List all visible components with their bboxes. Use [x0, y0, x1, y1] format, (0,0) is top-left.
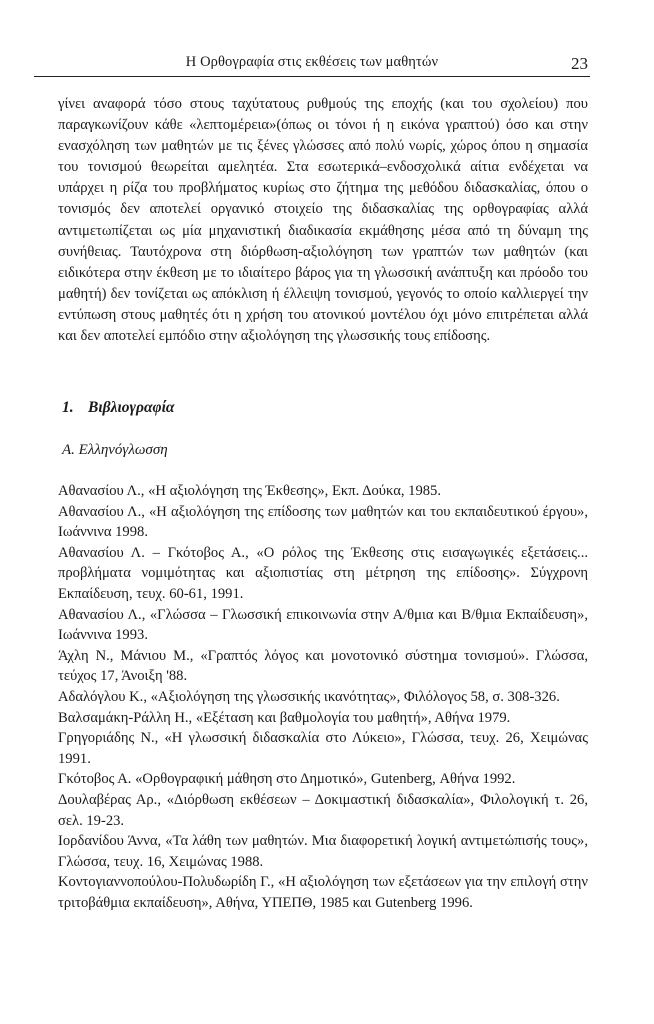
section-title: Βιβλιογραφία	[88, 399, 175, 416]
bibliography-entry: Ιορδανίδου Άννα, «Τα λάθη των μαθητών. Μια διαφορετική λογική αντιμετώπισής τους», Γλώσσα, τευχ. 16, Χειμώνας 1988.	[58, 833, 588, 870]
page-number: 23	[571, 54, 588, 73]
bibliography-entry: Κοντογιαννοπούλου-Πολυδωρίδη Γ., «Η αξιολόγηση των εξετάσεων για την επιλογή στην τριτοβάθμια εκπαίδευση», Αθήνα, ΥΠΕΠΘ, 1985 και Gutenberg 1996.	[58, 874, 588, 911]
running-header-title: Η Ορθογραφία στις εκθέσεις των μαθητών	[185, 54, 439, 70]
section-heading	[62, 399, 174, 417]
running-header	[34, 48, 590, 77]
bibliography-entry: Αθανασίου Λ., «Η αξιολόγηση της Έκθεσης», Εκπ. Δούκα, 1985.	[58, 483, 441, 499]
bibliography-entry: Αθανασίου Λ., «Γλώσσα – Γλωσσική επικοινωνία στην Α/θμια και Β/θμια Εκπαίδευση», Ιωάννινα 1993.	[58, 606, 588, 644]
bibliography-entry: Αθανασίου Λ. – Γκότοβος Α., «Ο ρόλος της Έκθεσης στις εισαγωγικές εξετάσεις... προβλήματα νομιμότητας και αξιοπιστίας στη μέτρηση της επίδοσης». Σύγχρονη Εκπαίδευση, τευχ. 60-61, 1991.	[58, 544, 588, 602]
bibliography-entry: Γρηγοριάδης Ν., «Η γλωσσική διδασκαλία στο Λύκειο», Γλώσσα, τευχ. 26, Χειμώνας 1991.	[58, 730, 588, 767]
bibliography-list	[58, 481, 588, 913]
bibliography-entry: Αδαλόγλου Κ., «Αξιολόγηση της γλωσσικής ικανότητας», Φιλόλογος 58, σ. 308-326.	[58, 688, 560, 705]
bibliography-entry: Δουλαβέρας Αρ., «Διόρθωση εκθέσεων – Δοκιμαστική διδασκαλία», Φιλολογική τ. 26, σελ. 19-23.	[58, 791, 588, 829]
subsection-heading: Α. Ελληνόγλωσση	[62, 442, 168, 458]
bibliography-entry: Αθανασίου Λ., «Η αξιολόγηση της επίδοσης των μαθητών και του εκπαιδευτικού έργου», Ιωάννινα 1998.	[58, 503, 588, 541]
bibliography-entry: Γκότοβος Α. «Ορθογραφική μάθηση στο Δημοτικό», Gutenberg, Αθήνα 1992.	[58, 771, 516, 788]
bibliography-entry: Βαλσαμάκη-Ράλλη Η., «Εξέταση και βαθμολογία του μαθητή», Αθήνα 1979.	[58, 709, 511, 726]
body-paragraph: γίνει αναφορά τόσο στους ταχύτατους ρυθμούς της εποχής (και του σχολείου) που παραγκωνίζουν κάθε «λεπτομέρεια»(όπως οι τόνοι ή η εικόνα γραπτού) όσο και στην ενασχόληση των μαθητών με τις ξένες γλώσσες από πολύ νωρίς, χώρος όπου η σημασία του τονισμού θεωρείται αμελητέα. Στα εσωτερικά–ενδοσχολικά αίτια ενδέχεται να υπάρχει η ρίζα του προβλήματος κυρίως στο ζήτημα της μεθόδου διδασκαλίας, όπου ο τονισμός δεν αποτελεί οργανικό στοιχείο της διδασκαλίας της ορθογραφίας αλλά αντιμετωπίζεται ως μία μηχανιστική διαδικασία εκμάθησης μέσα από τη δύναμη της συνήθειας. Ταυτόχρονα στη διόρθωση-αξιολόγηση των γραπτών των μαθητών (και ειδικότερα στην έκθεση με το ιδιαίτερο βάρος για τη γλωσσική ανάπτυξη και πρόοδο του μαθητή) δεν τονίζεται ως απόκλιση ή έλλειψη τονισμού, γεγονός το οποίο καλλιεργεί την εντύπωση στους μαθητές ότι η χρήση του ατονικού μοντέλου όχι μόνο επιτρέπεται αλλά και δεν αποτελεί εμπόδιο στην αξιολόγηση της γλωσσικής τους επίδοσης.	[58, 96, 588, 345]
section-number: 1.	[62, 399, 74, 416]
bibliography-entry: Άχλη Ν., Μάνιου Μ., «Γραπτός λόγος και μονοτονικό σύστημα τονισμού». Γλώσσα, τεύχος 17, Άνοιξη '88.	[58, 647, 588, 685]
